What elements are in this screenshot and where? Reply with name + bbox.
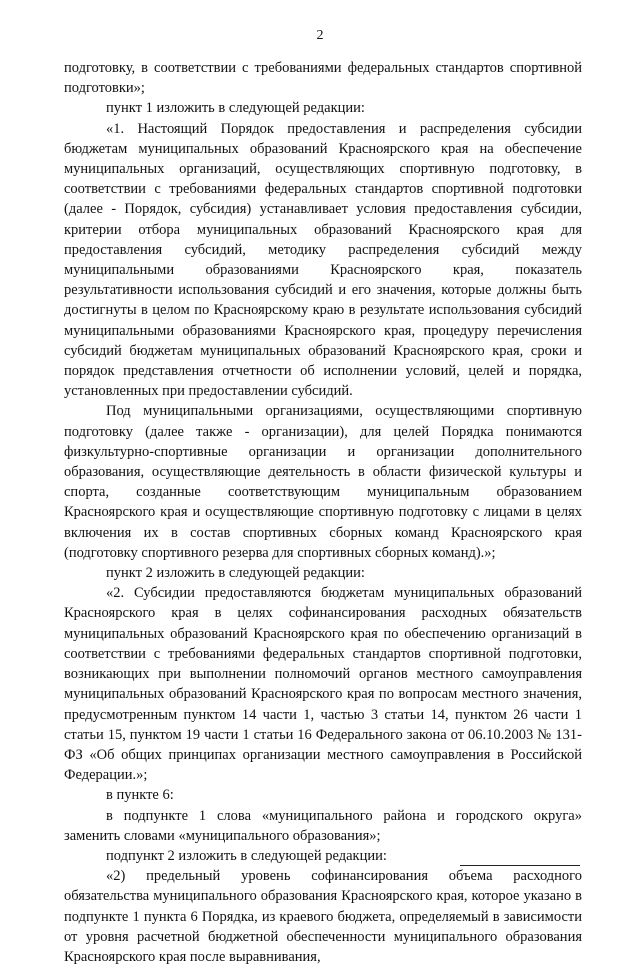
paragraph-subpoint-2-text: «2) предельный уровень софинансирования объема расходного обязательства муниципального образования Красноярского края, которое указано в подпункте 1 пункта 6 Порядка, из краевого бюджета, определяемый в зависимости от уровня расчетной бюджетной обеспеченности муниципального образования Красноярского края после выравнивания, xyxy=(64,868,582,965)
paragraph-subpoint-1-replace: в подпункте 1 слова «муниципального района и городского округа» заменить словами «муниципального образования»; xyxy=(64,807,582,844)
document-body xyxy=(64,58,582,967)
paragraph-municipal-organizations-definition: Под муниципальными организациями, осуществляющими спортивную подготовку (далее также - организации), для целей Порядка понимаются физкультурно-спортивные организации и организации дополнительного образования, осуществляющие деятельность в области физической культуры и спорта, созданные соответствующим муниципальным образованием Красноярского края и осуществляющие спортивную подготовку с лицами в целях включения их в состав спортивных сборных команд Красноярского края (подготовку спортивного резерва для спортивных сборных команд).»; xyxy=(64,403,582,561)
paragraph-in-point-6: в пункте 6: xyxy=(106,787,174,804)
page-number: 2 xyxy=(316,28,324,43)
paragraph-point-2-text: «2. Субсидии предоставляются бюджетам муниципальных образований Красноярского края в целях софинансирования расходных обязательств муниципальных образований Красноярского края по обеспечению организаций в соответствии с требованиями федеральных стандартов спортивной подготовки, возникающих при выполнении полномочий органов местного самоуправления муниципальных образований Красноярского края по вопросам местного значения, предусмотренным пунктом 14 части 1, частью 3 статьи 14, пунктом 26 части 1 статьи 15, пунктом 19 части 1 статьи 16 Федерального закона от 06.10.2003 № 131-ФЗ «Об общих принципах организации местного самоуправления в Российской Федерации.»; xyxy=(64,585,582,784)
paragraph-instruction-point-1: пункт 1 изложить в следующей редакции: xyxy=(106,100,365,117)
paragraph-continuation: подготовку, в соответствии с требованиями федеральных стандартов спортивной подготовки»; xyxy=(64,60,582,97)
paragraph-instruction-subpoint-2: подпункт 2 изложить в следующей редакции: xyxy=(106,847,387,864)
footer-rule xyxy=(460,865,580,866)
paragraph-point-1-text: «1. Настоящий Порядок предоставления и распределения субсидии бюджетам муниципальных образований Красноярского края на обеспечение муниципальных организаций, осуществляющих спортивную подготовку, в соответствии с требованиями федеральных стандартов спортивной подготовки (далее - Порядок, субсидия) устанавливает условия предоставления субсидии, критерии отбора муниципальных образований Красноярского края для предоставления субсидий, методику распределения субсидий между муниципальными образованиями Красноярского края, показатель результативности использования субсидий и его значения, которые должны быть достигнуты в целом по Красноярскому краю в результате использования субсидий муниципальными образованиями Красноярского края, процедуру перечисления субсидий бюджетам муниципальных образований Красноярского края, сроки и порядок представления отчетности об исполнении условий, целей и порядка, установленных при предоставлении субсидий. xyxy=(64,120,582,400)
paragraph-instruction-point-2: пункт 2 изложить в следующей редакции: xyxy=(106,565,365,582)
